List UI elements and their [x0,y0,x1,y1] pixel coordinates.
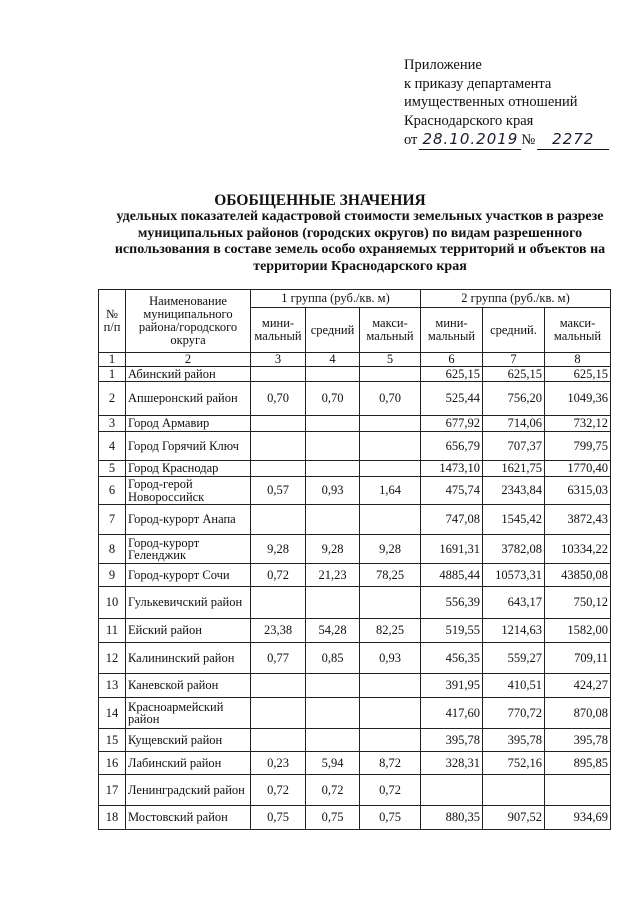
order-date-number-line [404,130,624,150]
column-number: 2 [126,353,251,367]
g2-mid-cell: 752,16 [483,752,545,775]
column-number: 3 [251,353,306,367]
g1-min-cell [251,461,306,477]
g1-min-cell [251,416,306,432]
table-row [99,535,611,564]
g2-mid-cell: 756,20 [483,382,545,416]
g2-min-cell: 4885,44 [421,564,483,587]
g1-mid-cell: 0,75 [306,806,360,830]
g2-max-cell: 43850,08 [545,564,611,587]
g2-mid-cell: 559,27 [483,643,545,674]
g1-max-cell [360,587,421,619]
row-number-cell: 6 [99,477,126,505]
column-number: 6 [421,353,483,367]
header-g2-min: мини-мальный [421,308,483,353]
appendix-line-4: Краснодарского края [404,112,534,129]
table-row [99,432,611,461]
g1-mid-cell [306,505,360,535]
district-name-cell: Абинский район [126,367,251,382]
g2-max-cell: 799,75 [545,432,611,461]
column-number: 4 [306,353,360,367]
g1-min-cell [251,698,306,729]
g1-max-cell [360,416,421,432]
header-g1-min: мини-мальный [251,308,306,353]
row-number-cell: 16 [99,752,126,775]
g1-max-cell: 78,25 [360,564,421,587]
row-number-cell: 10 [99,587,126,619]
g2-mid-cell: 643,17 [483,587,545,619]
column-number: 8 [545,353,611,367]
g1-max-cell: 0,72 [360,775,421,806]
g1-max-cell: 8,72 [360,752,421,775]
table-row [99,564,611,587]
g1-mid-cell: 0,72 [306,775,360,806]
g2-max-cell: 750,12 [545,587,611,619]
g1-mid-cell: 21,23 [306,564,360,587]
g2-mid-cell: 395,78 [483,729,545,752]
row-number-cell: 12 [99,643,126,674]
g1-min-cell: 0,72 [251,775,306,806]
column-number: 5 [360,353,421,367]
row-number-cell: 8 [99,535,126,564]
g2-max-cell: 395,78 [545,729,611,752]
g2-mid-cell: 3782,08 [483,535,545,564]
table-row [99,775,611,806]
g2-mid-cell: 907,52 [483,806,545,830]
g2-min-cell: 417,60 [421,698,483,729]
table-row [99,674,611,698]
row-number-cell: 1 [99,367,126,382]
g2-mid-cell: 707,37 [483,432,545,461]
g2-max-cell: 870,08 [545,698,611,729]
g2-max-cell: 3872,43 [545,505,611,535]
row-number-cell: 3 [99,416,126,432]
g2-mid-cell: 1214,63 [483,619,545,643]
district-name-cell: Город Краснодар [126,461,251,477]
g2-mid-cell: 1621,75 [483,461,545,477]
number-label: № [521,132,536,148]
header-group1: 1 группа (руб./кв. м) [251,290,421,308]
g1-min-cell [251,432,306,461]
g2-mid-cell [483,775,545,806]
district-name-cell: Красноармейский район [126,698,251,729]
g1-max-cell [360,698,421,729]
g2-mid-cell: 2343,84 [483,477,545,505]
row-number-cell: 15 [99,729,126,752]
header-num: № п/п [99,290,126,353]
row-number-cell: 9 [99,564,126,587]
g1-min-cell [251,674,306,698]
g2-min-cell: 475,74 [421,477,483,505]
g1-max-cell [360,461,421,477]
table-row [99,477,611,505]
order-date: 28.10.2019 [419,130,521,150]
document-title: ОБОБЩЕННЫЕ ЗНАЧЕНИЯ [214,192,426,209]
row-number-cell: 13 [99,674,126,698]
g1-mid-cell [306,698,360,729]
g2-min-cell: 625,15 [421,367,483,382]
g1-mid-cell: 0,85 [306,643,360,674]
g2-max-cell: 10334,22 [545,535,611,564]
district-name-cell: Лабинский район [126,752,251,775]
row-number-cell: 14 [99,698,126,729]
g1-mid-cell: 0,93 [306,477,360,505]
g1-min-cell: 23,38 [251,619,306,643]
row-number-cell: 7 [99,505,126,535]
g2-mid-cell: 625,15 [483,367,545,382]
district-name-cell: Ленинградский район [126,775,251,806]
header-group2: 2 группа (руб./кв. м) [421,290,611,308]
table-row [99,505,611,535]
g1-mid-cell: 9,28 [306,535,360,564]
header-g2-max: макси-мальный [545,308,611,353]
cadastral-values-table [98,289,611,830]
g2-min-cell: 525,44 [421,382,483,416]
g2-max-cell: 1049,36 [545,382,611,416]
g1-mid-cell: 0,70 [306,382,360,416]
g2-mid-cell: 1545,42 [483,505,545,535]
district-name-cell: Город-курорт Анапа [126,505,251,535]
g2-mid-cell: 410,51 [483,674,545,698]
district-name-cell: Город-курорт Сочи [126,564,251,587]
g1-max-cell [360,505,421,535]
district-name-cell: Город-курорт Геленджик [126,535,251,564]
column-numbers-row [99,353,611,367]
g2-min-cell: 880,35 [421,806,483,830]
table-row [99,619,611,643]
g1-mid-cell [306,587,360,619]
g2-min-cell: 656,79 [421,432,483,461]
g2-min-cell: 747,08 [421,505,483,535]
appendix-line-1: Приложение [404,57,482,73]
table-row [99,698,611,729]
g1-min-cell: 0,57 [251,477,306,505]
table-row [99,643,611,674]
g1-max-cell: 1,64 [360,477,421,505]
header-g1-mid: средний [306,308,360,353]
header-g1-max: макси-мальный [360,308,421,353]
g2-min-cell [421,775,483,806]
g1-max-cell: 82,25 [360,619,421,643]
g1-max-cell: 0,93 [360,643,421,674]
g1-mid-cell [306,432,360,461]
table-row [99,806,611,830]
g1-min-cell [251,729,306,752]
g2-max-cell: 934,69 [545,806,611,830]
order-number: 2272 [537,130,609,150]
table-row [99,367,611,382]
from-label: от [404,132,418,148]
g1-max-cell [360,674,421,698]
district-name-cell: Апшеронский район [126,382,251,416]
g2-max-cell: 1770,40 [545,461,611,477]
g1-min-cell [251,367,306,382]
g1-mid-cell: 5,94 [306,752,360,775]
table-row [99,729,611,752]
district-name-cell: Город Горячий Ключ [126,432,251,461]
g1-mid-cell [306,367,360,382]
district-name-cell: Мостовский район [126,806,251,830]
row-number-cell: 11 [99,619,126,643]
g2-mid-cell: 714,06 [483,416,545,432]
g1-min-cell: 0,23 [251,752,306,775]
district-name-cell: Ейский район [126,619,251,643]
district-name-cell: Город Армавир [126,416,251,432]
g2-max-cell: 1582,00 [545,619,611,643]
g2-min-cell: 395,78 [421,729,483,752]
g2-min-cell: 456,35 [421,643,483,674]
row-number-cell: 5 [99,461,126,477]
g2-max-cell [545,775,611,806]
district-name-cell: Калининский район [126,643,251,674]
g2-min-cell: 391,95 [421,674,483,698]
g1-min-cell [251,505,306,535]
district-name-cell: Кущевский район [126,729,251,752]
table-row [99,416,611,432]
table-row [99,587,611,619]
row-number-cell: 4 [99,432,126,461]
g2-max-cell: 709,11 [545,643,611,674]
g2-max-cell: 625,15 [545,367,611,382]
table-row [99,382,611,416]
g1-min-cell: 0,72 [251,564,306,587]
g1-max-cell [360,729,421,752]
g1-min-cell: 9,28 [251,535,306,564]
header-name: Наименование муниципального района/городского округа [126,290,251,353]
g2-min-cell: 328,31 [421,752,483,775]
row-number-cell: 2 [99,382,126,416]
g1-min-cell [251,587,306,619]
g1-max-cell: 0,75 [360,806,421,830]
g1-mid-cell [306,729,360,752]
g1-mid-cell [306,416,360,432]
g1-max-cell: 0,70 [360,382,421,416]
column-number: 1 [99,353,126,367]
g2-min-cell: 519,55 [421,619,483,643]
g2-min-cell: 1691,31 [421,535,483,564]
g1-min-cell: 0,75 [251,806,306,830]
g2-max-cell: 732,12 [545,416,611,432]
g2-min-cell: 677,92 [421,416,483,432]
g1-max-cell [360,432,421,461]
appendix-line-3: имущественных отношений [404,94,578,110]
g2-min-cell: 1473,10 [421,461,483,477]
row-number-cell: 17 [99,775,126,806]
g2-max-cell: 895,85 [545,752,611,775]
district-name-cell: Гулькевичский район [126,587,251,619]
g2-mid-cell: 10573,31 [483,564,545,587]
g2-mid-cell: 770,72 [483,698,545,729]
g1-max-cell [360,367,421,382]
table-body [99,367,611,830]
g2-max-cell: 6315,03 [545,477,611,505]
column-number: 7 [483,353,545,367]
row-number-cell: 18 [99,806,126,830]
table-row [99,461,611,477]
table-row [99,752,611,775]
g2-min-cell: 556,39 [421,587,483,619]
document-subtitle: удельных показателей кадастровой стоимости земельных участков в разрезе муниципальных районов (городских округов) по видам разрешенного использования в составе земель особо охраняемых территорий и объектов на территории Краснодарского края [114,209,606,274]
g1-mid-cell [306,674,360,698]
g1-mid-cell [306,461,360,477]
g1-min-cell: 0,70 [251,382,306,416]
g1-mid-cell: 54,28 [306,619,360,643]
g2-max-cell: 424,27 [545,674,611,698]
header-g2-mid: средний. [483,308,545,353]
appendix-block [404,56,624,150]
district-name-cell: Каневской район [126,674,251,698]
appendix-line-2: к приказу департамента [404,75,552,92]
g1-min-cell: 0,77 [251,643,306,674]
district-name-cell: Город-герой Новороссийск [126,477,251,505]
g1-max-cell: 9,28 [360,535,421,564]
